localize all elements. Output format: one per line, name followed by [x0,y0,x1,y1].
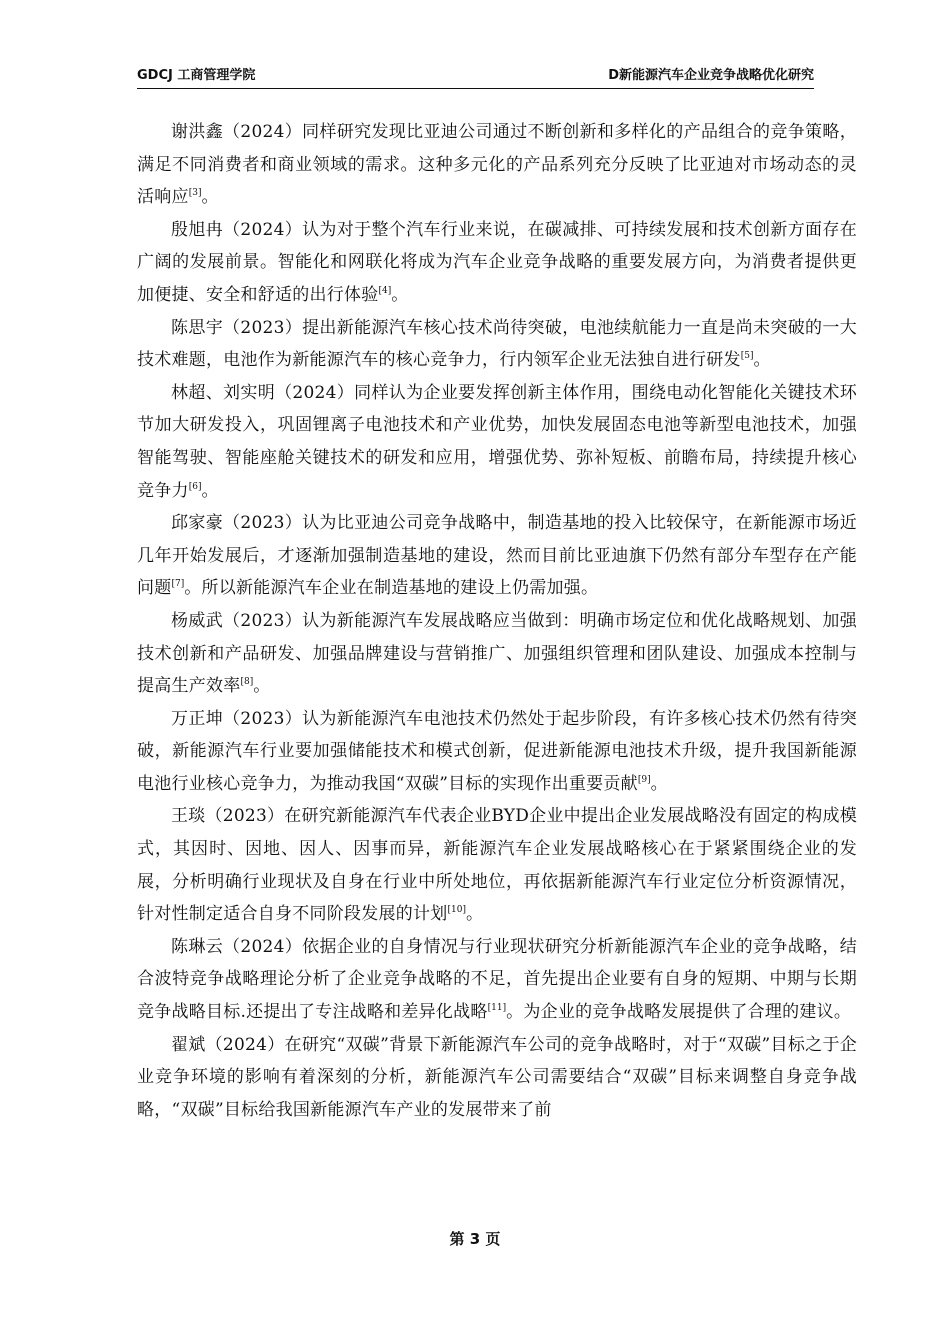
paragraph-yang-weiwu: 杨威武（2023）认为新能源汽车发展战略应当做到：明确市场定位和优化战略规划、加强技术创新和产品研发、加强品牌建设与营销推广、加强组织管理和团队建设、加强成本控制与提高生产效率[8]。 [137,610,857,697]
citation-10: [10] [447,905,466,916]
citation-8: [8] [240,677,254,688]
paragraph-chen-linyun: 陈琳云（2024）依据企业的自身情况与行业现状研究分析新能源汽车企业的竞争战略，结合波特竞争战略理论分析了企业竞争战略的不足，首先提出企业要有自身的短期、中期与长期竞争战略目标.还提出了专注战略和差异化战略[11]。为企业的竞争战略发展提供了合理的建议。 [137,936,857,1023]
header-thesis-title: D新能源汽车企业竞争战略优化研究 [608,68,814,83]
citation-9: [9] [637,774,651,785]
citation-6: [6] [188,481,202,492]
citation-5: [5] [740,351,754,362]
paragraph-qiu-jiahao: 邱家豪（2023）认为比亚迪公司竞争战略中，制造基地的投入比较保守，在新能源市场近几年开始发展后，才逐渐加强制造基地的建设，然而目前比亚迪旗下仍然有部分车型存在产能问题[7]。所以新能源汽车企业在制造基地的建设上仍需加强。 [137,513,857,599]
paragraph-wan-zhengkun: 万正坤（2023）认为新能源汽车电池技术仍然处于起步阶段，有许多核心技术仍然有待突破，新能源汽车行业要加强储能技术和模式创新，促进新能源电池技术升级，提升我国新能源电池行业核心竞争力，为推动我国“双碳”目标的实现作出重要贡献[9]。 [137,708,857,794]
paragraph-lin-chao: 林超、刘实明（2024）同样认为企业要发挥创新主体作用，围绕电动化智能化关键技术环节加大研发投入，巩固锂离子电池技术和产业优势，加快发展固态电池等新型电池技术，加强智能驾驶、智能座舱关键技术的研发和应用，增强优势、弥补短板、前瞻布局，持续提升核心竞争力[6]。 [137,382,857,501]
header-school: GDCJ 工商管理学院 [137,68,256,83]
paragraph-yin-xuran: 殷旭冉（2024）认为对于整个汽车行业来说，在碳减排、可持续发展和技术创新方面存在广阔的发展前景。智能化和网联化将成为汽车企业竞争战略的重要发展方向，为消费者提供更加便捷、安全和舒适的出行体验[4]。 [137,219,857,305]
citation-4: [4] [378,285,392,296]
paragraph-wang-yan: 王琰（2023）在研究新能源汽车代表企业BYD企业中提出企业发展战略没有固定的构成模式，其因时、因地、因人、因事而异，新能源汽车企业发展战略核心在于紧紧围绕企业的发展，分析明确行业现状及自身在行业中所处地位，再依据新能源汽车行业定位分析资源情况，针对性制定适合自身不同阶段发展的计划[10]。 [137,806,857,925]
paragraph-chen-siyu: 陈思宇（2023）提出新能源汽车核心技术尚待突破，电池续航能力一直是尚未突破的一大技术难题，电池作为新能源汽车的核心竞争力，行内领军企业无法独自进行研发[5]。 [137,317,857,371]
paragraph-xie-hongxin: 谢洪鑫（2024）同样研究发现比亚迪公司通过不断创新和多样化的产品组合的竞争策略，满足不同消费者和商业领域的需求。这种多元化的产品系列充分反映了比亚迪对市场动态的灵活响应[3]。 [137,122,857,208]
citation-11: [11] [487,1003,507,1014]
body-text [137,116,857,1126]
citation-3: [3] [188,188,202,199]
page-number: 第 3 页 [449,1230,501,1248]
page-header [137,66,814,89]
citation-7: [7] [171,579,185,590]
paragraph-zhai-bin: 翟斌（2024）在研究“双碳”背景下新能源汽车公司的竞争战略时，对于“双碳”目标之于企业竞争环境的影响有着深刻的分析，新能源汽车公司需要结合“双碳”目标来调整自身竞争战略，“双碳”目标给我国新能源汽车产业的发展带来了前 [137,1034,857,1120]
